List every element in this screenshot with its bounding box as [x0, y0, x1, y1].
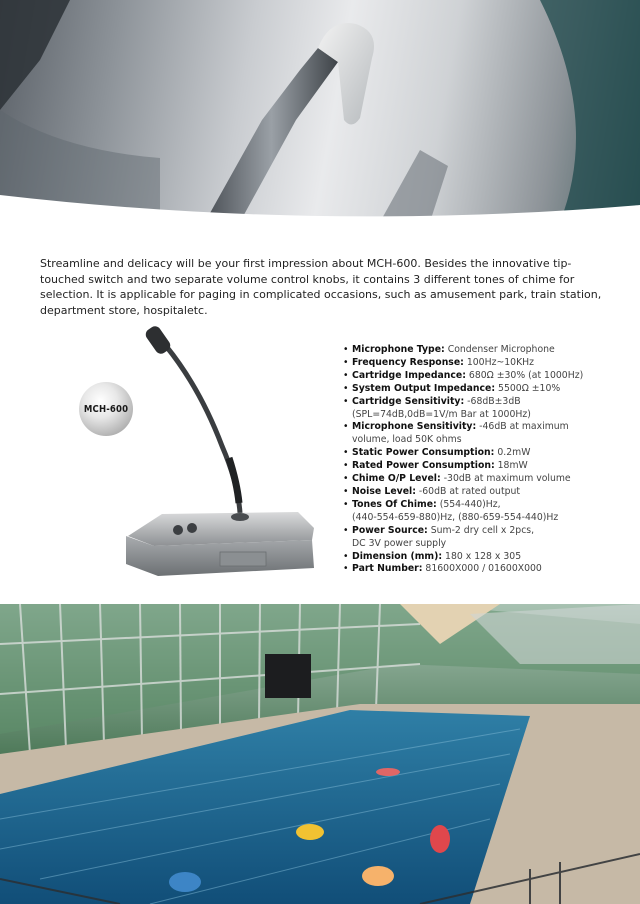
spec-item: • Static Power Consumption: 0.2mW	[343, 447, 628, 460]
spec-item: • Rated Power Consumption: 18mW	[343, 460, 628, 473]
spec-item: • Noise Level: -60dB at rated output	[343, 486, 628, 499]
model-badge-label: MCH-600	[83, 403, 129, 415]
spec-item: • Dimension (mm): 180 x 128 x 305	[343, 551, 628, 564]
microphone-closeup-image	[0, 0, 640, 222]
product-description: Streamline and delicacy will be your first impression about MCH-600. Besides the innovative tip-touched switch and two separate volume control knobs, it contains 3 different tones of chime for selection. It is applicable for paging in complicated occasions, such as amusement park, train station, department store, hospitaletc.	[40, 257, 602, 317]
spec-item: • Microphone Type: Condenser Microphone	[343, 344, 628, 357]
spec-item: • Cartridge Sensitivity: -68dB±3dB (SPL=74dB,0dB=1V/m Bar at 1000Hz)	[343, 396, 628, 422]
spec-item: • System Output Impedance: 5500Ω ±10%	[343, 383, 628, 396]
product-image	[70, 318, 330, 593]
spec-item: • Microphone Sensitivity: -46dB at maximum volume, load 50K ohms	[343, 421, 628, 447]
spec-item: • Power Source: Sum-2 dry cell x 2pcs, DC 3V power supply	[343, 525, 628, 551]
spec-item: • Cartridge Impedance: 680Ω ±30% (at 1000Hz)	[343, 370, 628, 383]
spec-list	[343, 344, 628, 576]
model-badge	[79, 382, 133, 436]
hero-banner	[0, 0, 640, 222]
spec-item: • Part Number: 81600X000 / 01600X000	[343, 563, 628, 576]
spec-item: • Frequency Response: 100Hz~10KHz	[343, 357, 628, 370]
spec-item: • Tones Of Chime: (554-440)Hz, (440-554-659-880)Hz, (880-659-554-440)Hz	[343, 499, 628, 525]
swimming-pool-photo	[0, 604, 640, 904]
spec-item: • Chime O/P Level: -30dB at maximum volume	[343, 473, 628, 486]
